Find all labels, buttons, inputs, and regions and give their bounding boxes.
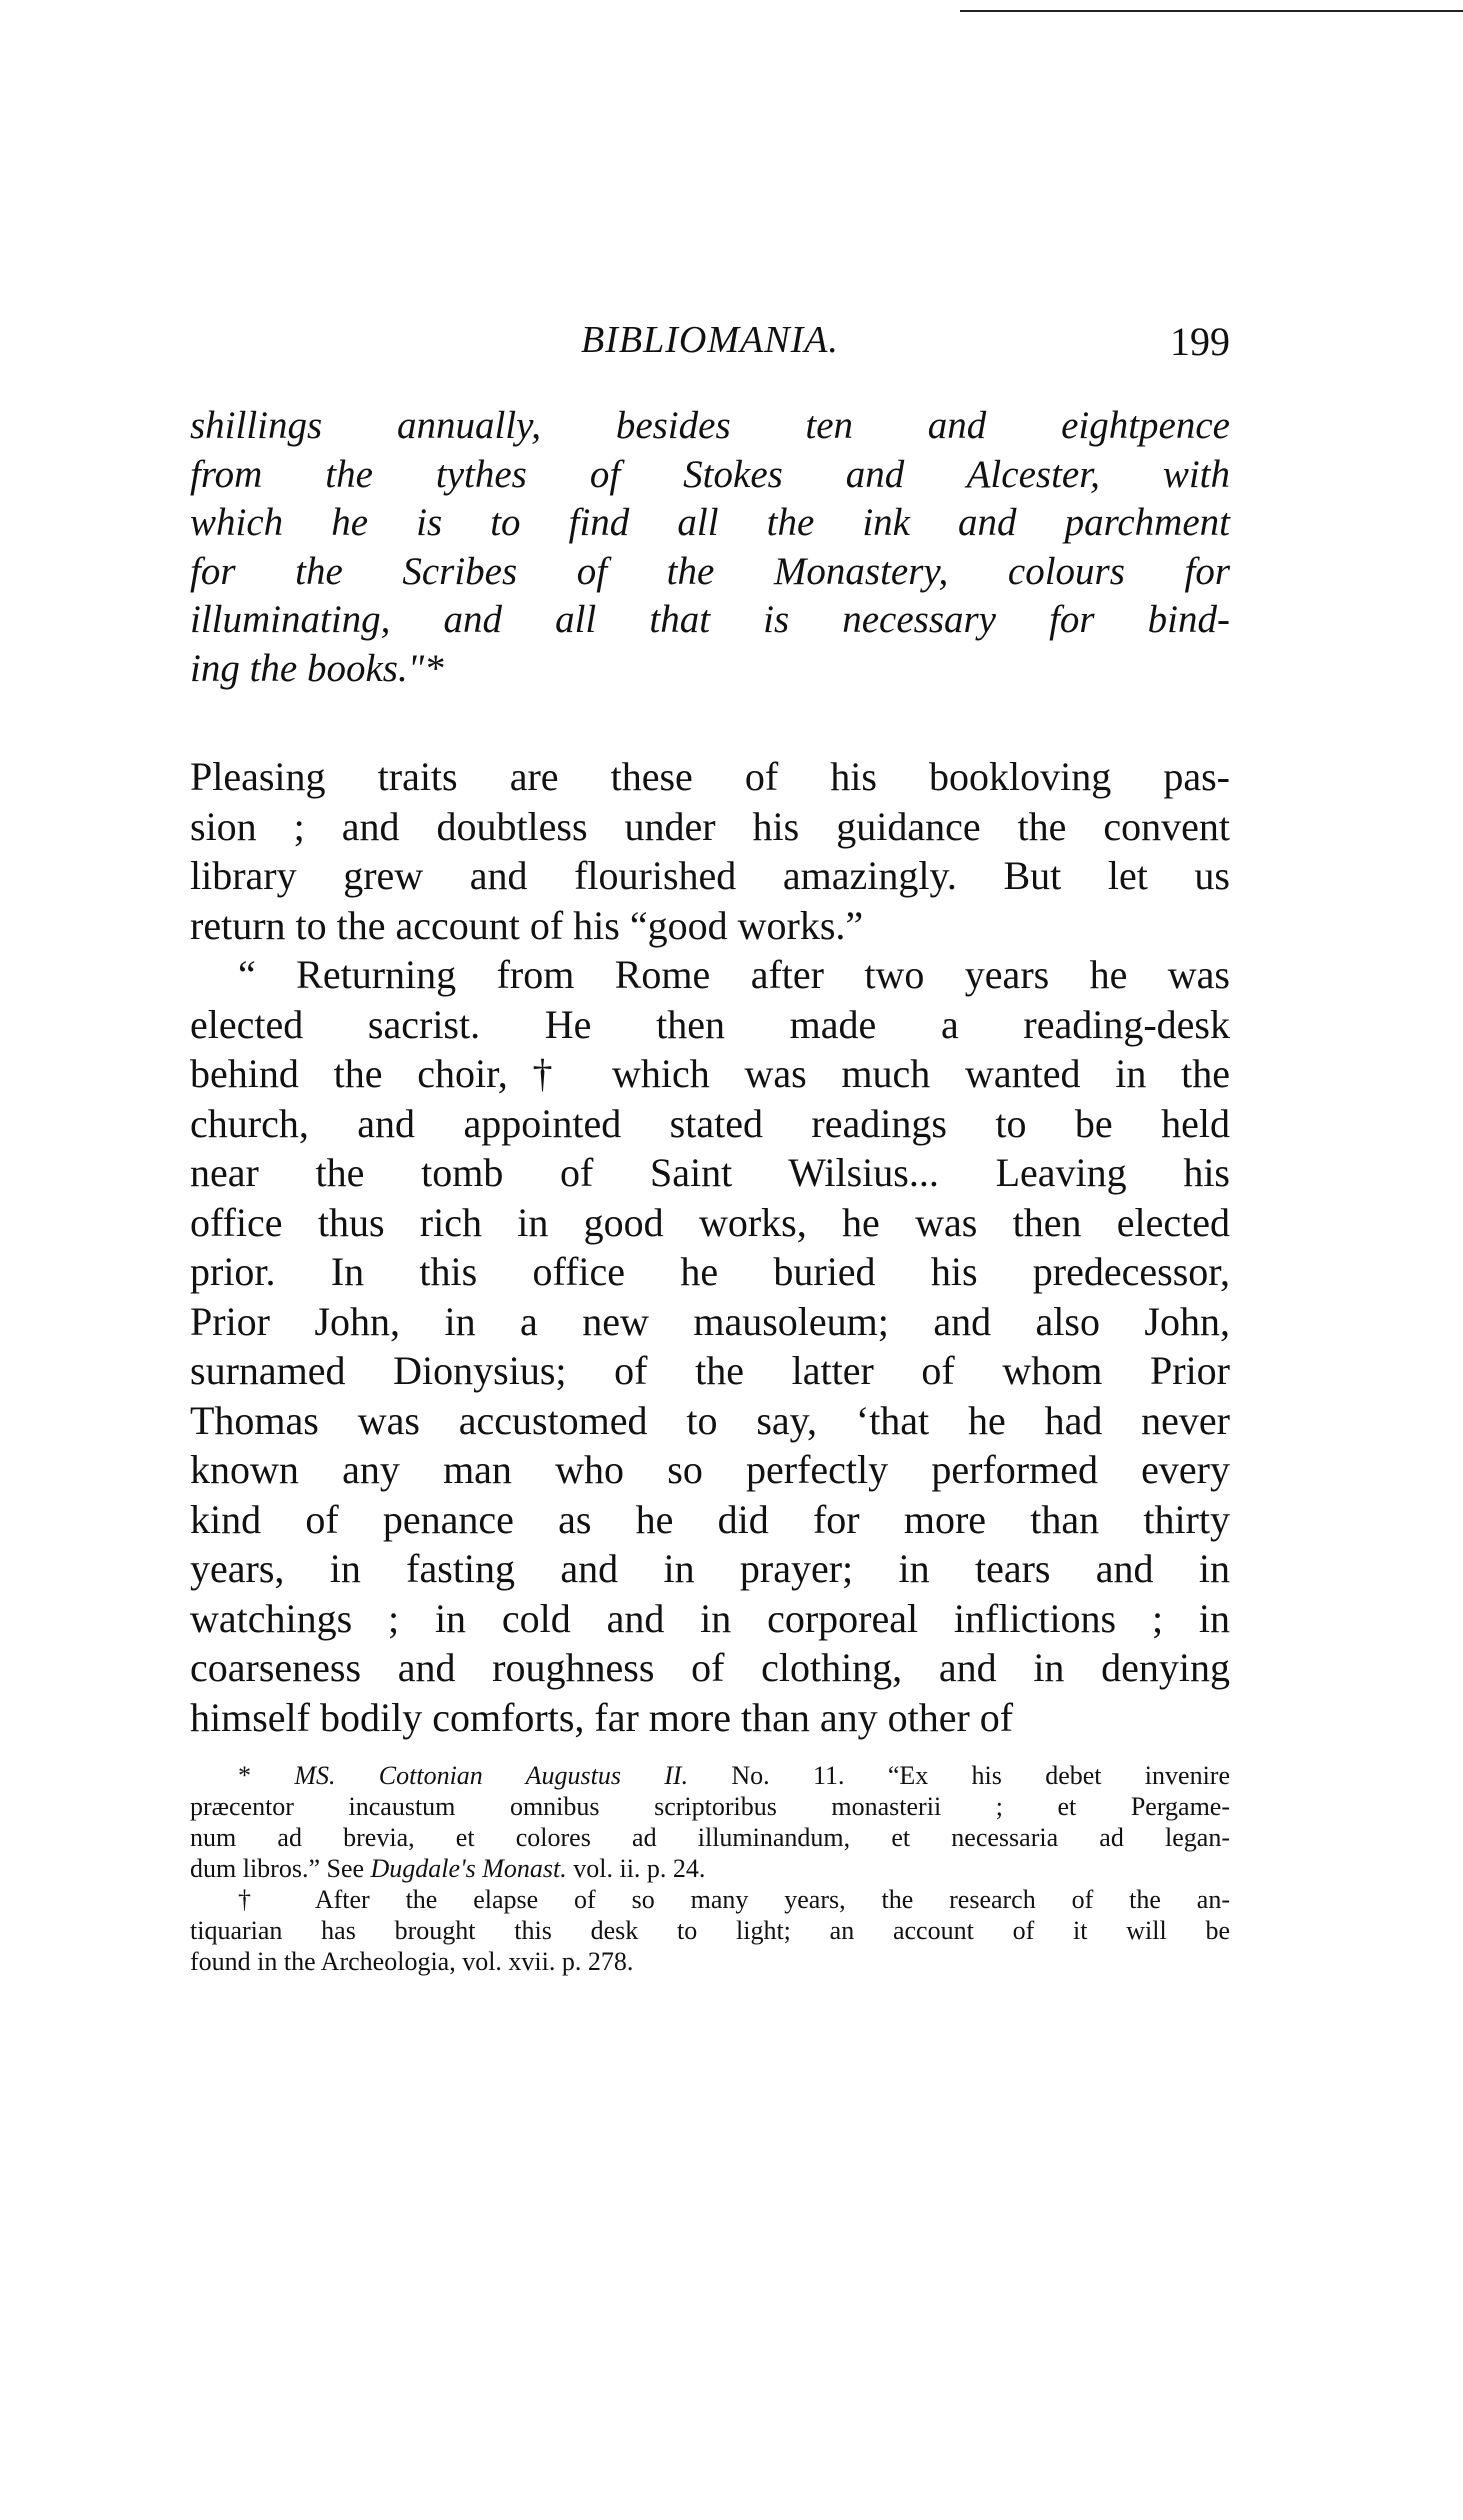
text-line: sion ; and doubtless under his guidance the convent <box>190 803 1230 849</box>
text-line: behind the choir,† which was much wanted in the <box>190 1051 1230 1096</box>
footnotes <box>190 1760 1230 1977</box>
text-line: near the tomb of Saint Wilsius... Leaving his <box>190 1150 1230 1195</box>
running-title: BIBLIOMANIA. <box>581 319 839 361</box>
body-text <box>190 752 1230 1742</box>
footnote-text: dum libros.” See <box>190 1854 371 1883</box>
footnote-line <box>190 1760 1230 1791</box>
footnote-line <box>190 1946 1230 1977</box>
text-line: surnamed Dionysius; of the latter of whom Prior <box>190 1348 1230 1393</box>
text-line: for the Scribes of the Monastery, colours for <box>190 549 1230 593</box>
footnote-text: † After the elapse of so many years, the research of the an- <box>238 1885 1230 1914</box>
text-line: office thus rich in good works, he was then elected <box>190 1199 1230 1245</box>
text-line: Prior John, in a new mausoleum; and also John, <box>190 1298 1230 1344</box>
footnote-text: num ad brevia, et colores ad illuminandum, et necessaria ad legan- <box>190 1823 1230 1852</box>
text-line: return to the account of his “good works.” <box>190 902 864 948</box>
citation-title: MS. Cottonian Augustus II. <box>294 1761 689 1790</box>
text-line: shillings annually, besides ten and eightpence <box>190 404 1230 447</box>
citation-title: Dugdale's Monast. <box>370 1854 567 1883</box>
text-line: Thomas was accustomed to say, ‘that he had never <box>190 1397 1230 1443</box>
text-line: illuminating, and all that is necessary for bind- <box>190 598 1230 641</box>
footnote-text: præcentor incaustum omnibus scriptoribus monasterii ; et Pergame- <box>190 1792 1230 1821</box>
text-line: known any man who so perfectly performed every <box>190 1447 1230 1492</box>
scan-edge-rule <box>960 10 1463 12</box>
text-line: “ Returning from Rome after two years he was <box>238 952 1230 997</box>
text-line: from the tythes of Stokes and Alcester, with <box>190 452 1230 496</box>
text-line: church, and appointed stated readings to be held <box>190 1100 1230 1146</box>
footnote-text: found in the Archeologia, vol. xvii. p. 278. <box>190 1947 634 1976</box>
footnote-text: vol. ii. p. 24. <box>566 1854 706 1883</box>
footnote-line <box>190 1915 1230 1946</box>
text-line: library grew and flourished amazingly. But let us <box>190 853 1230 898</box>
footnote-line <box>190 1884 1230 1915</box>
text-line: kind of penance as he did for more than thirty <box>190 1496 1230 1542</box>
quoted-passage <box>190 402 1230 693</box>
text-line: coarseness and roughness of clothing, and in denying <box>190 1645 1230 1690</box>
text-line: Pleasing traits are these of his bookloving pas- <box>190 754 1230 799</box>
footnote-line <box>190 1822 1230 1853</box>
footnote-line <box>190 1791 1230 1822</box>
text-line: watchings ; in cold and in corporeal inflictions ; in <box>190 1595 1230 1641</box>
text-line: ing the books."* <box>190 646 444 690</box>
page-header <box>190 318 1230 374</box>
footnote-text: No. 11. “Ex his debet invenire <box>688 1761 1230 1790</box>
footnote-text: * <box>238 1761 295 1790</box>
text-line: which he is to find all the ink and parchment <box>190 501 1230 544</box>
text-line: himself bodily comforts, far more than any other of <box>190 1694 1014 1740</box>
footnote-line <box>190 1853 1230 1884</box>
text-line: elected sacrist. He then made a reading-desk <box>190 1001 1230 1047</box>
text-line: prior. In this office he buried his predecessor, <box>190 1249 1230 1294</box>
page-number: 199 <box>1170 319 1230 364</box>
text-line: years, in fasting and in prayer; in tears and in <box>190 1546 1230 1591</box>
footnote-text: tiquarian has brought this desk to light; an account of it will be <box>190 1916 1230 1945</box>
